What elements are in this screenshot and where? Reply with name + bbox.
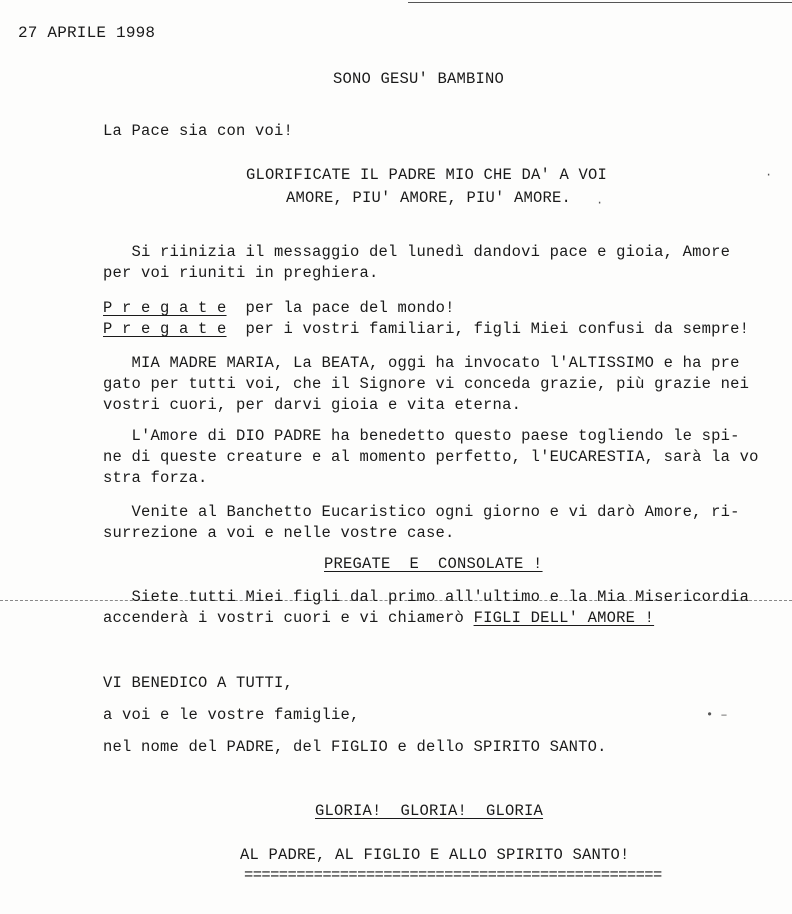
greeting: La Pace sia con voi! (103, 122, 294, 140)
blessing-line-2: a voi e le vostre famiglie, (103, 706, 360, 724)
paragraph-4-line-1: Venite al Banchetto Eucaristico ogni giorno e vi darò Amore, ri- (103, 503, 740, 521)
closing-line: AL PADRE, AL FIGLIO E ALLO SPIRITO SANTO! (240, 846, 630, 864)
paragraph-1-line-2: per voi riuniti in preghiera. (103, 264, 379, 282)
prayer-label: P r e g a t e (103, 320, 227, 338)
headline-line-1: GLORIFICATE IL PADRE MIO CHE DA' A VOI (246, 166, 608, 184)
paragraph-2-line-3: vostri cuori, per darvi gioia e vita eterna. (103, 396, 522, 414)
figli-dell-amore-highlight: FIGLI DELL' AMORE ! (473, 609, 655, 627)
page-mark: · (765, 168, 773, 182)
exhortation: PREGATE E CONSOLATE ! (324, 555, 543, 573)
date: 27 APRILE 1998 (18, 24, 156, 42)
blessing-line-3: nel nome del PADRE, del FIGLIO e dello SPIRITO SANTO. (103, 738, 607, 756)
paragraph-5-line-1: Siete tutti Miei figli dal primo all'ultimo e la Mia Misericordia (103, 588, 750, 606)
paragraph-3-line-3: stra forza. (103, 469, 208, 487)
prayer-line-1 (103, 299, 455, 317)
paragraph-2-line-2: gato per tutti voi, che il Signore vi conceda grazie, più grazie nei (103, 375, 750, 393)
paragraph-5-line-2-text: accenderà i vostri cuori e vi chiamerò (103, 609, 474, 627)
page-mark: • – (706, 708, 728, 722)
prayer-label: P r e g a t e (103, 299, 227, 317)
prayer-text: per i vostri familiari, figli Miei confusi da sempre! (226, 320, 750, 338)
page-mark: · (596, 196, 604, 210)
closing-double-rule: ================================================ (244, 866, 662, 884)
paragraph-1-line-1: Si riinizia il messaggio del lunedì dandovi pace e gioia, Amore (103, 243, 731, 261)
paragraph-4-line-2: surrezione a voi e nelle vostre case. (103, 524, 455, 542)
page-title: SONO GESU' BAMBINO (333, 70, 505, 88)
prayer-line-2 (103, 320, 749, 338)
paragraph-5-line-2 (103, 609, 654, 627)
paragraph-2-line-1: MIA MADRE MARIA, La BEATA, oggi ha invocato l'ALTISSIMO e ha pre (103, 354, 740, 372)
blessing-line-1: VI BENEDICO A TUTTI, (103, 674, 294, 692)
headline-line-2: AMORE, PIU' AMORE, PIU' AMORE. (286, 189, 572, 207)
paragraph-3-line-2: ne di queste creature e al momento perfetto, l'EUCARESTIA, sarà la vo (103, 448, 759, 466)
paragraph-3-line-1: L'Amore di DIO PADRE ha benedetto questo paese togliendo le spi- (103, 427, 740, 445)
gloria-line: GLORIA! GLORIA! GLORIA (315, 802, 544, 820)
prayer-text: per la pace del mondo! (226, 299, 455, 317)
top-edge-rule (408, 2, 792, 3)
